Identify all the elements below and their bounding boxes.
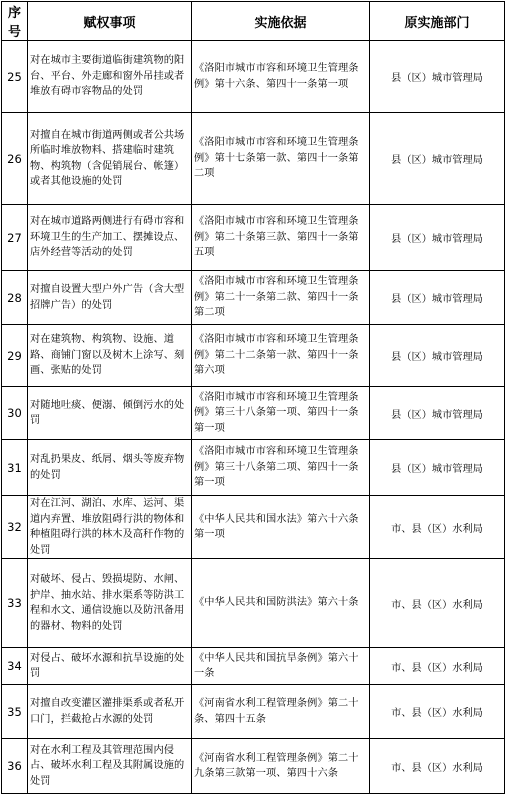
- header-basis: 实施依据: [192, 2, 370, 41]
- row-dept: 县（区）城市管理局: [370, 387, 505, 440]
- row-number: 34: [2, 648, 28, 685]
- table-row: [2, 113, 505, 205]
- row-number: 25: [2, 41, 28, 113]
- row-basis: 《洛阳市城市市容和环境卫生管理条例》第十七条第一款、第四十一条第二项: [192, 113, 370, 205]
- row-item: 对乱扔果皮、纸屑、烟头等废弃物的处罚: [28, 440, 192, 496]
- table-row: [2, 325, 505, 387]
- row-dept: 市、县（区）水利局: [370, 685, 505, 739]
- table-row: [2, 496, 505, 559]
- row-basis: 《河南省水利工程管理条例》第二十九条第三款第一项、第四十六条: [192, 739, 370, 794]
- row-basis: 《洛阳市城市市容和环境卫生管理条例》第二十条第三款、第四十一条第五项: [192, 205, 370, 271]
- table-row: [2, 387, 505, 440]
- row-dept: 县（区）城市管理局: [370, 440, 505, 496]
- table-header-row: [2, 2, 505, 41]
- row-dept: 县（区）城市管理局: [370, 113, 505, 205]
- row-number: 33: [2, 559, 28, 648]
- row-item: 对在建筑物、构筑物、设施、道路、商铺门窗以及树木上涂写、刻画、张贴的处罚: [28, 325, 192, 387]
- row-item: 对随地吐痰、便溺、倾倒污水的处罚: [28, 387, 192, 440]
- row-number: 30: [2, 387, 28, 440]
- row-basis: 《中华人民共和国水法》第六十六条第一项: [192, 496, 370, 559]
- row-number: 29: [2, 325, 28, 387]
- row-item: 对在江河、湖泊、水库、运河、渠道内弃置、堆放阻碍行洪的物体和种植阻碍行洪的林木及高秆作物的处罚: [28, 496, 192, 559]
- row-dept: 市、县（区）水利局: [370, 496, 505, 559]
- row-dept: 市、县（区）水利局: [370, 648, 505, 685]
- row-basis: 《洛阳市城市市容和环境卫生管理条例》第十六条、第四十一条第一项: [192, 41, 370, 113]
- row-basis: 《中华人民共和国防洪法》第六十条: [192, 559, 370, 648]
- table-row: [2, 205, 505, 271]
- row-dept: 县（区）城市管理局: [370, 325, 505, 387]
- row-number: 28: [2, 271, 28, 325]
- row-item: 对擅自设置大型户外广告（含大型招牌广告）的处罚: [28, 271, 192, 325]
- row-number: 31: [2, 440, 28, 496]
- row-dept: 县（区）城市管理局: [370, 205, 505, 271]
- header-seq: 序号: [2, 2, 28, 41]
- row-dept: 市、县（区）水利局: [370, 739, 505, 794]
- table-row: [2, 739, 505, 794]
- row-item: 对擅自在城市街道两侧或者公共场所临时堆放物料、搭建临时建筑物、构筑物（含促销展台、帐篷）或者其他设施的处罚: [28, 113, 192, 205]
- row-basis: 《中华人民共和国抗旱条例》第六十一条: [192, 648, 370, 685]
- header-item: 赋权事项: [28, 2, 192, 41]
- row-dept: 县（区）城市管理局: [370, 271, 505, 325]
- row-number: 26: [2, 113, 28, 205]
- row-number: 27: [2, 205, 28, 271]
- row-basis: 《洛阳市城市市容和环境卫生管理条例》第二十一条第二款、第四十一条第二项: [192, 271, 370, 325]
- table-row: [2, 648, 505, 685]
- table-row: [2, 559, 505, 648]
- row-basis: 《洛阳市城市市容和环境卫生管理条例》第二十二条第一款、第四十一条第六项: [192, 325, 370, 387]
- document-page: [1, 1, 505, 794]
- row-basis: 《洛阳市城市市容和环境卫生管理条例》第三十八条第一项、第四十一条第一项: [192, 387, 370, 440]
- row-number: 32: [2, 496, 28, 559]
- row-number: 36: [2, 739, 28, 794]
- row-number: 35: [2, 685, 28, 739]
- row-item: 对侵占、破坏水源和抗旱设施的处罚: [28, 648, 192, 685]
- header-dept: 原实施部门: [370, 2, 505, 41]
- row-item: 对破坏、侵占、毁损堤防、水闸、护岸、抽水站、排水渠系等防洪工程和水文、通信设施以及防汛备用的器材、物料的处罚: [28, 559, 192, 648]
- row-dept: 市、县（区）水利局: [370, 559, 505, 648]
- table-row: [2, 41, 505, 113]
- table-row: [2, 685, 505, 739]
- row-basis: 《洛阳市城市市容和环境卫生管理条例》第三十八条第二项、第四十一条第一项: [192, 440, 370, 496]
- row-item: 对在城市道路两侧进行有碍市容和环境卫生的生产加工、摆摊设点、店外经营等活动的处罚: [28, 205, 192, 271]
- row-basis: 《河南省水利工程管理条例》第二十条、第四十五条: [192, 685, 370, 739]
- row-dept: 县（区）城市管理局: [370, 41, 505, 113]
- table-row: [2, 440, 505, 496]
- row-item: 对在城市主要街道临街建筑物的阳台、平台、外走廊和窗外吊挂或者堆放有碍市容物品的处罚: [28, 41, 192, 113]
- authority-table: [1, 1, 505, 794]
- row-item: 对在水利工程及其管理范围内侵占、破坏水利工程及其附属设施的处罚: [28, 739, 192, 794]
- row-item: 对擅自改变灌区灌排渠系或者私开口门，拦截抢占水源的处罚: [28, 685, 192, 739]
- table-row: [2, 271, 505, 325]
